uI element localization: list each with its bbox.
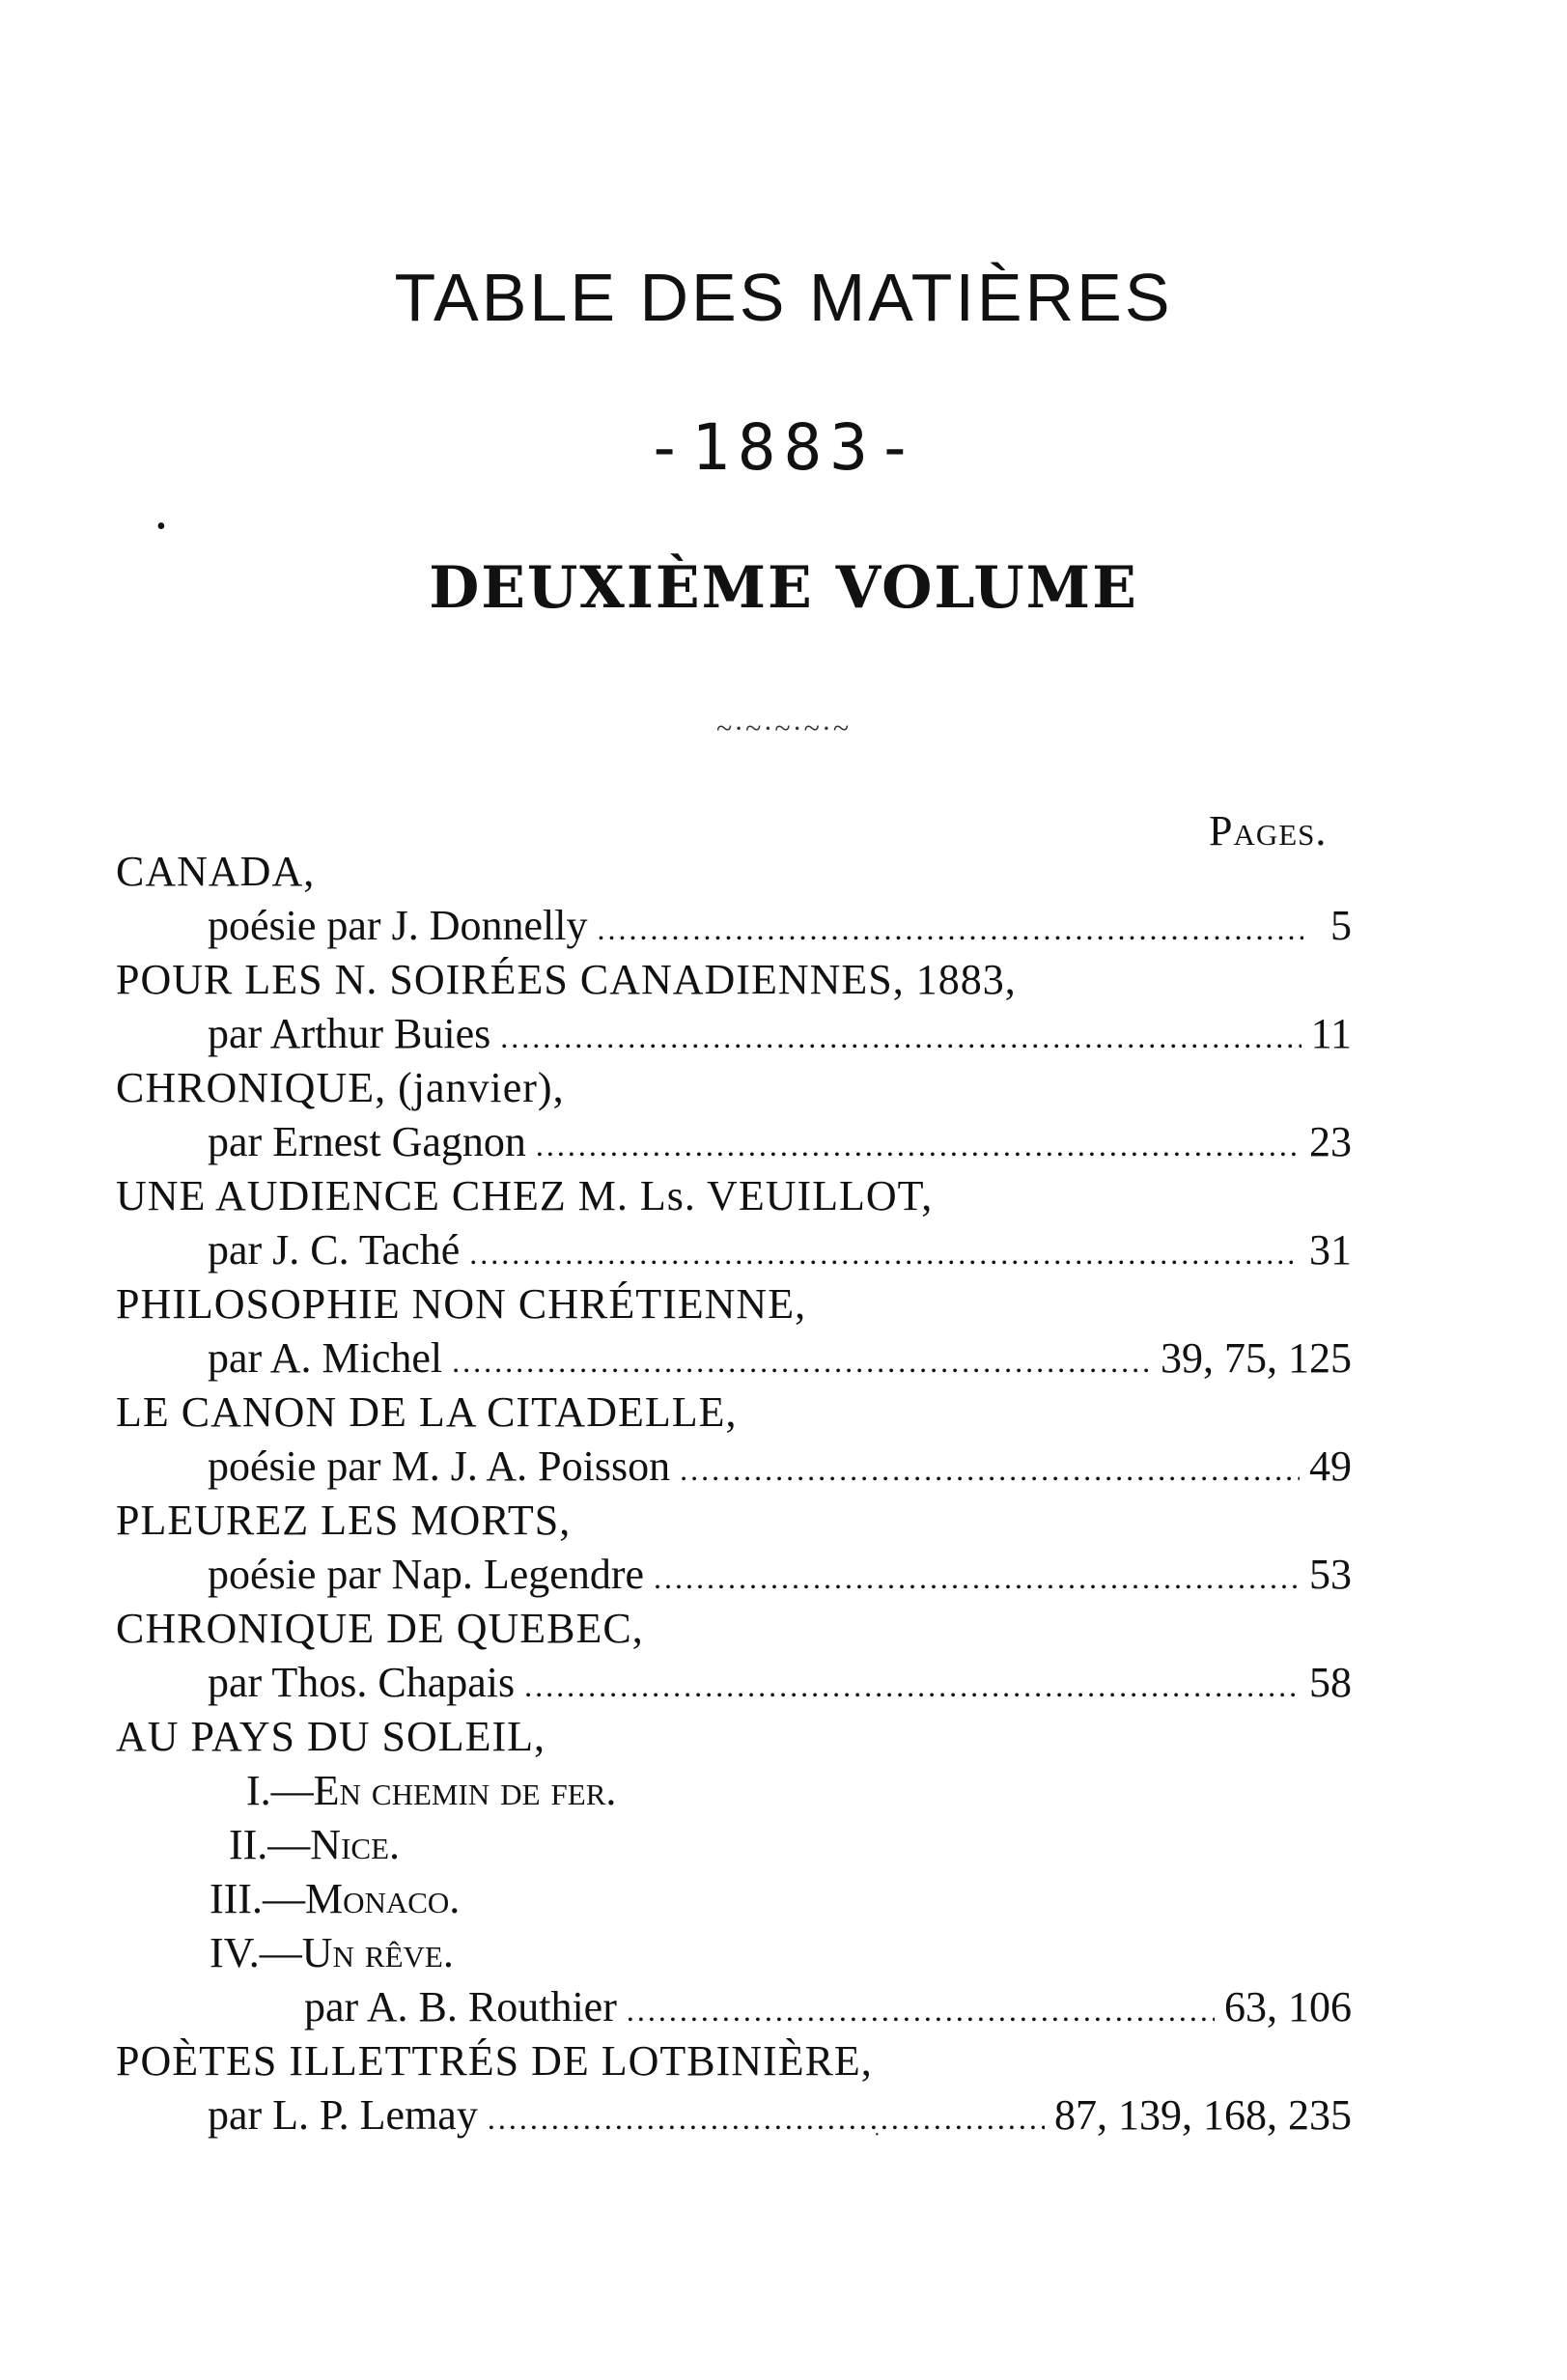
toc-subpart: III.—Monaco. [210,1875,461,1922]
dot-leader [469,1223,1300,1277]
toc-subpart: II.—Nice. [229,1821,401,1868]
toc-entry-author: par Ernest Gagnon [208,1118,526,1165]
toc-entry-pages: 63, 106 [1224,1983,1352,2030]
dot-leader [654,1548,1300,1602]
toc-entry-author: par A. B. Routhier [304,1983,617,2030]
toc-entry-author-line [116,1980,1352,2034]
toc-entry-title: CANADA, [116,848,316,895]
toc-entry-author-line [116,1007,1352,1061]
toc-entry-author: poésie par M. J. A. Poisson [208,1442,671,1490]
stray-dot-mark: · [874,2124,881,2145]
toc-entry-title: LE CANON DE LA CITADELLE, [116,1388,738,1436]
dot-leader [627,1980,1215,2034]
toc-entry-author: par L. P. Lemay [208,2091,478,2139]
toc-entry-pages: 39, 75, 125 [1161,1334,1352,1382]
toc-entry-author: par A. Michel [208,1334,443,1382]
toc-entry-author-line [116,1115,1352,1169]
toc-entry-pages: 49 [1309,1442,1352,1490]
toc-entry-author: par J. C. Taché [208,1226,461,1274]
toc-entry-author-line [116,1331,1352,1386]
toc-entry-title: POÈTES ILLETTRÉS DE LOTBINIÈRE, [116,2037,873,2085]
toc-entry-pages: 23 [1309,1118,1352,1165]
dot-leader [500,1007,1301,1061]
dot-leader [452,1331,1151,1386]
toc-entry-author: par Thos. Chapais [208,1659,516,1706]
dot-leader [536,1115,1300,1169]
toc-subpart: IV.—Un rêve. [210,1929,454,1976]
toc-entry-author: poésie par J. Donnelly [208,902,588,949]
year-heading: -1883- [645,410,922,485]
dot-leader [680,1440,1300,1494]
dot-leader [597,899,1303,953]
toc-subpart: I.—En chemin de fer. [246,1767,617,1814]
toc-entry-title: PLEUREZ LES MORTS, [116,1497,572,1544]
toc-entry-pages: 5 [1330,902,1352,949]
dot-leader [524,1656,1300,1710]
toc-entry-pages: 87, 139, 168, 235 [1054,2091,1352,2139]
toc-entry-author-line [116,1656,1352,1710]
dot-leader [488,2088,1045,2142]
toc-entry-title: POUR LES N. SOIRÉES CANADIENNES, 1883, [116,956,1017,1003]
toc-entry-pages: 53 [1309,1551,1352,1598]
toc-entry-author: poésie par Nap. Legendre [208,1551,645,1598]
toc-entry-author-line [116,899,1352,953]
toc-entry-title: UNE AUDIENCE CHEZ M. Ls. VEUILLOT, [116,1172,934,1219]
toc-entry-title: PHILOSOPHIE NON CHRÉTIENNE, [116,1280,807,1328]
toc-entry-author: par Arthur Buies [208,1010,491,1057]
pages-column-label: Pages. [1209,807,1328,854]
stray-bullet-mark: • [156,512,166,542]
toc-entry-author-line [116,2088,1352,2142]
volume-heading: DEUXIÈME VOLUME [429,554,1138,622]
toc-entry-title: CHRONIQUE, (janvier), [116,1064,565,1111]
toc-entry-title: AU PAYS DU SOLEIL, [116,1713,546,1760]
toc-entry-pages: 11 [1310,1010,1352,1057]
toc-entry-pages: 31 [1309,1226,1352,1274]
toc-entry-author-line [116,1440,1352,1494]
toc-entry-author-line [116,1223,1352,1277]
toc-entry-author-line [116,1548,1352,1602]
table-of-contents [116,845,1352,2142]
decorative-ornament: ~·~·~·~·~ [715,713,852,744]
page-title: TABLE DES MATIÈRES [394,260,1173,335]
toc-entry-pages: 58 [1309,1659,1352,1706]
toc-entry-title: CHRONIQUE DE QUEBEC, [116,1605,644,1652]
